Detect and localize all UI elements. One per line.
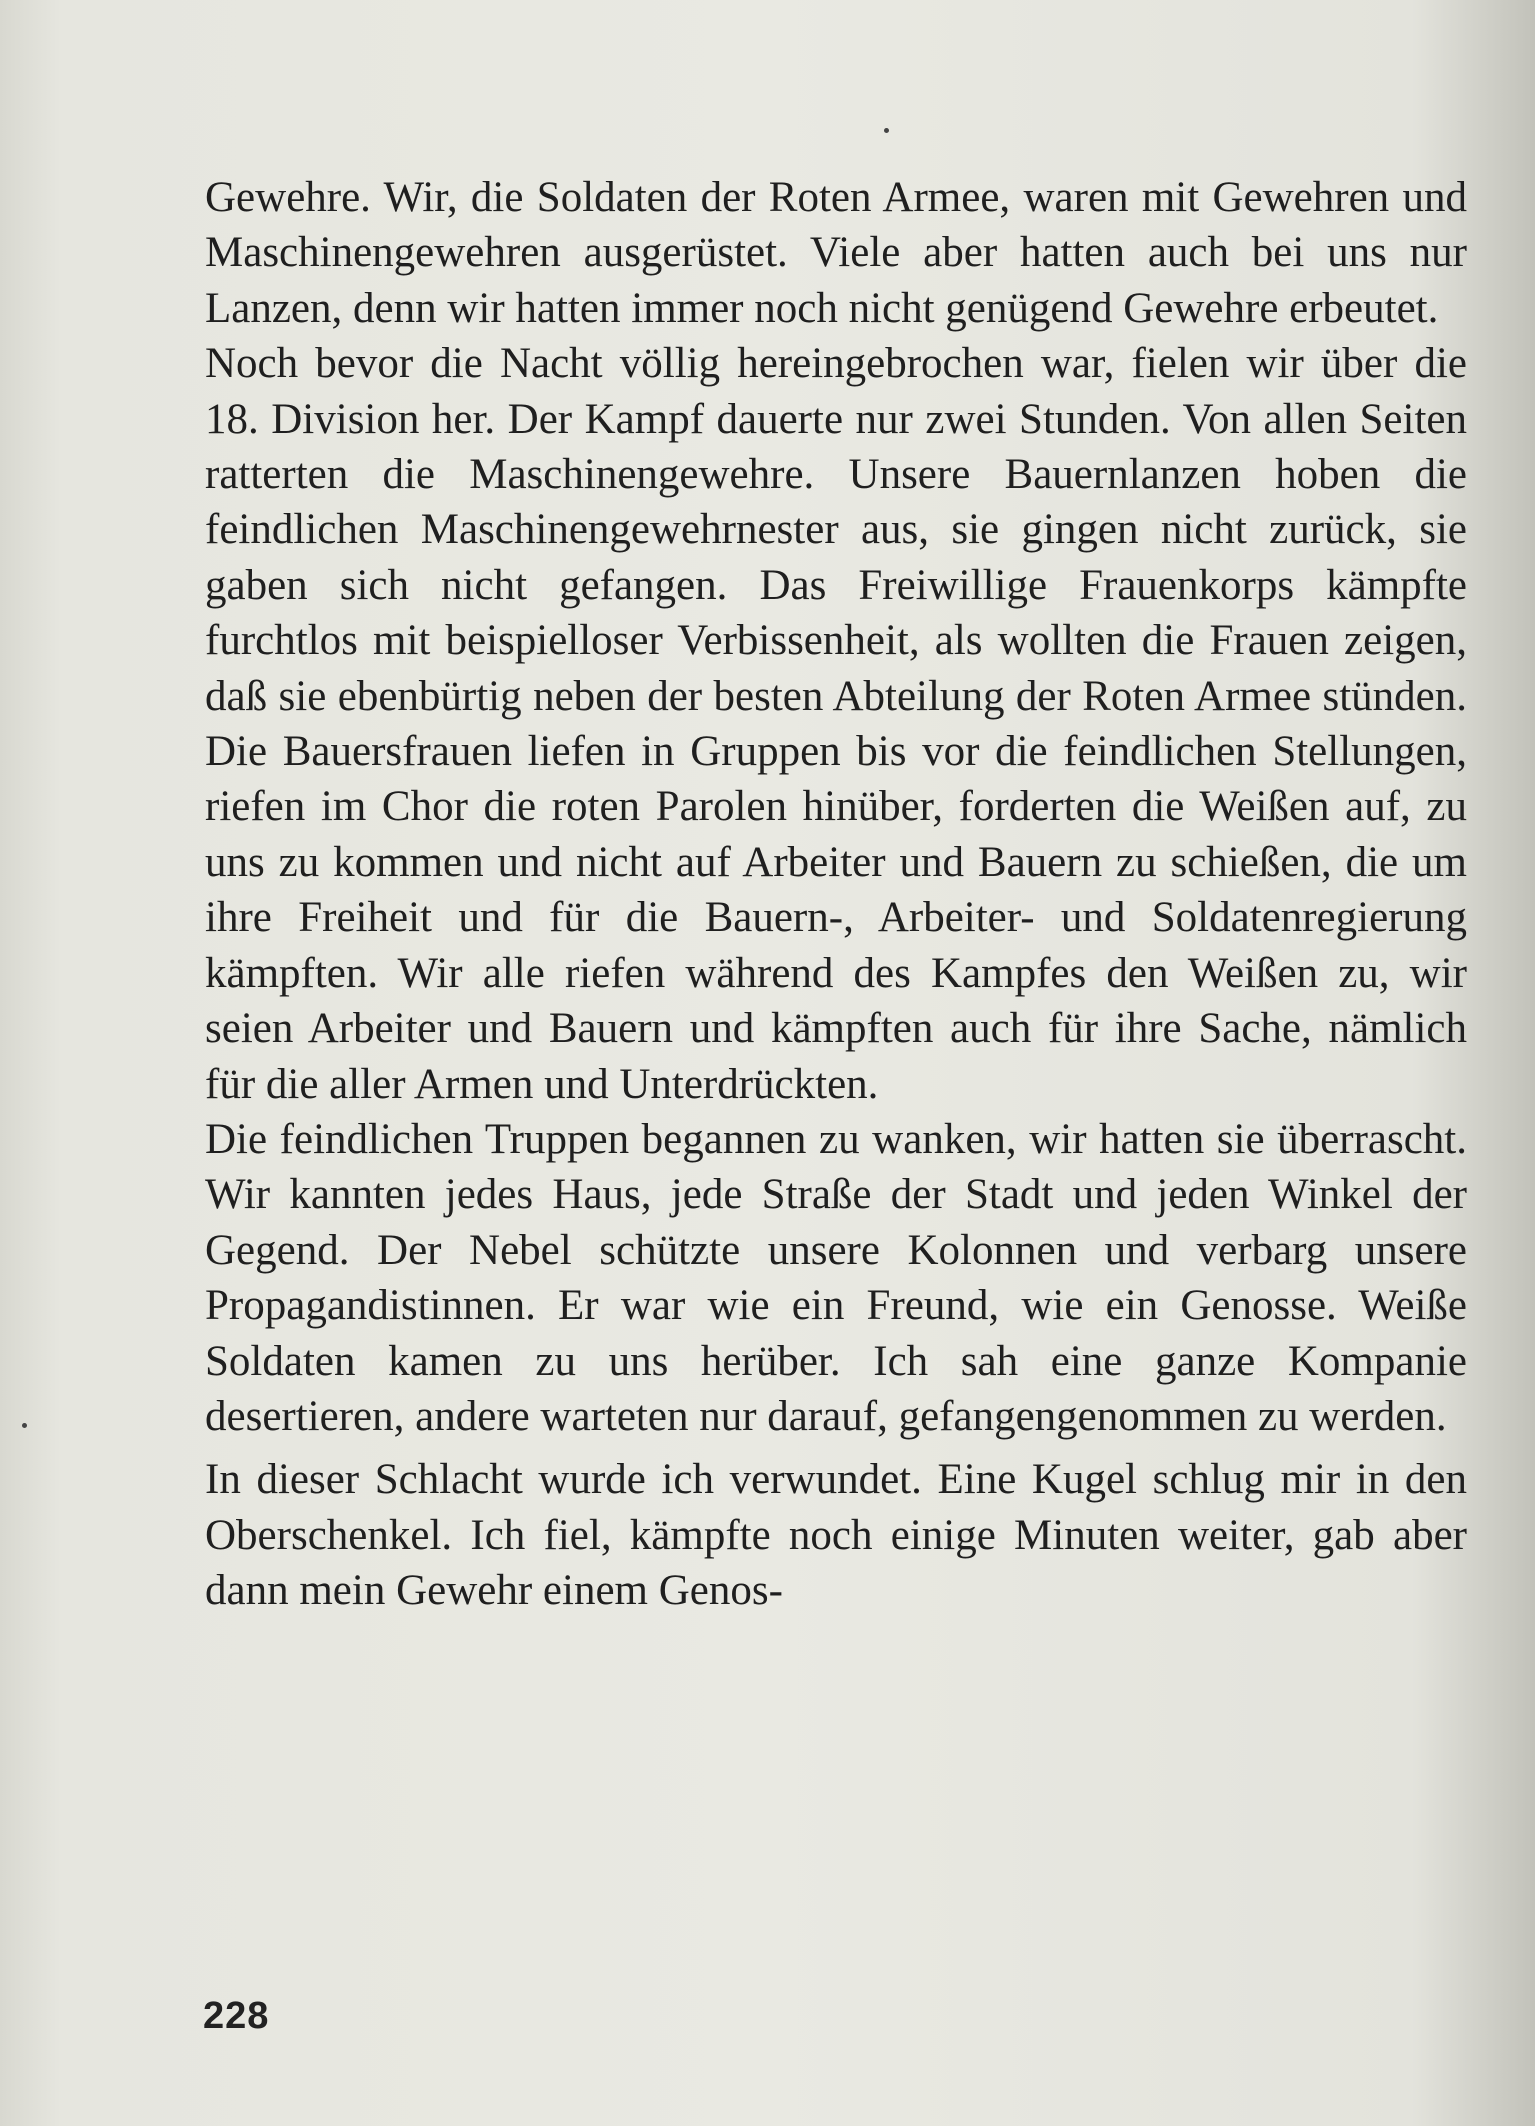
body-text [205,170,1467,1619]
paragraph: Die feindlichen Truppen begannen zu wanken, wir hatten sie überrascht. Wir kannten jedes Haus, jede Straße der Stadt und jeden Winkel der Gegend. Der Nebel schützte unsere Kolonnen und verbarg unsere Propagandistinnen. Er war wie ein Freund, wie ein Genosse. Weiße Soldaten kamen zu uns herüber. Ich sah eine ganze Kompanie desertieren, andere warteten nur darauf, gefangengenommen zu werden. [205,1115,1467,1440]
print-speck [22,1423,27,1428]
paragraph: In dieser Schlacht wurde ich verwundet. Eine Kugel schlug mir in den Oberschenkel. Ich fiel, kämpfte noch einige Minuten weiter, gab aber dann mein Gewehr einem Genos- [205,1456,1467,1615]
print-speck [884,128,889,133]
page-number: 228 [203,1995,270,2037]
paragraph: Gewehre. Wir, die Soldaten der Roten Armee, waren mit Gewehren und Maschinengewehren ausgerüstet. Viele aber hatten auch bei uns nur Lanzen, denn wir hatten immer noch nicht genügend Gewehre erbeutet. [205,174,1467,332]
paragraph: Noch bevor die Nacht völlig hereingebrochen war, fielen wir über die 18. Division her. Der Kampf dauerte nur zwei Stunden. Von allen Seiten ratterten die Maschinengewehre. Unsere Bauernlanzen hoben die feindlichen Maschinengewehrnester aus, sie gingen nicht zurück, sie gaben sich nicht gefangen. Das Freiwillige Frauenkorps kämpfte furchtlos mit beispielloser Verbissenheit, als wollten die Frauen zeigen, daß sie ebenbürtig neben der besten Abteilung der Roten Armee stünden. Die Bauersfrauen liefen in Gruppen bis vor die feindlichen Stellungen, riefen im Chor die roten Parolen hinüber, forderten die Weißen auf, zu uns zu kommen und nicht auf Arbeiter und Bauern zu schießen, die um ihre Freiheit und für die Bauern-, Arbeiter- und Soldatenregierung kämpften. Wir alle riefen während des Kampfes den Weißen zu, wir seien Arbeiter und Bauern und kämpften auch für ihre Sache, nämlich für die aller Armen und Unterdrückten. [205,340,1467,1108]
